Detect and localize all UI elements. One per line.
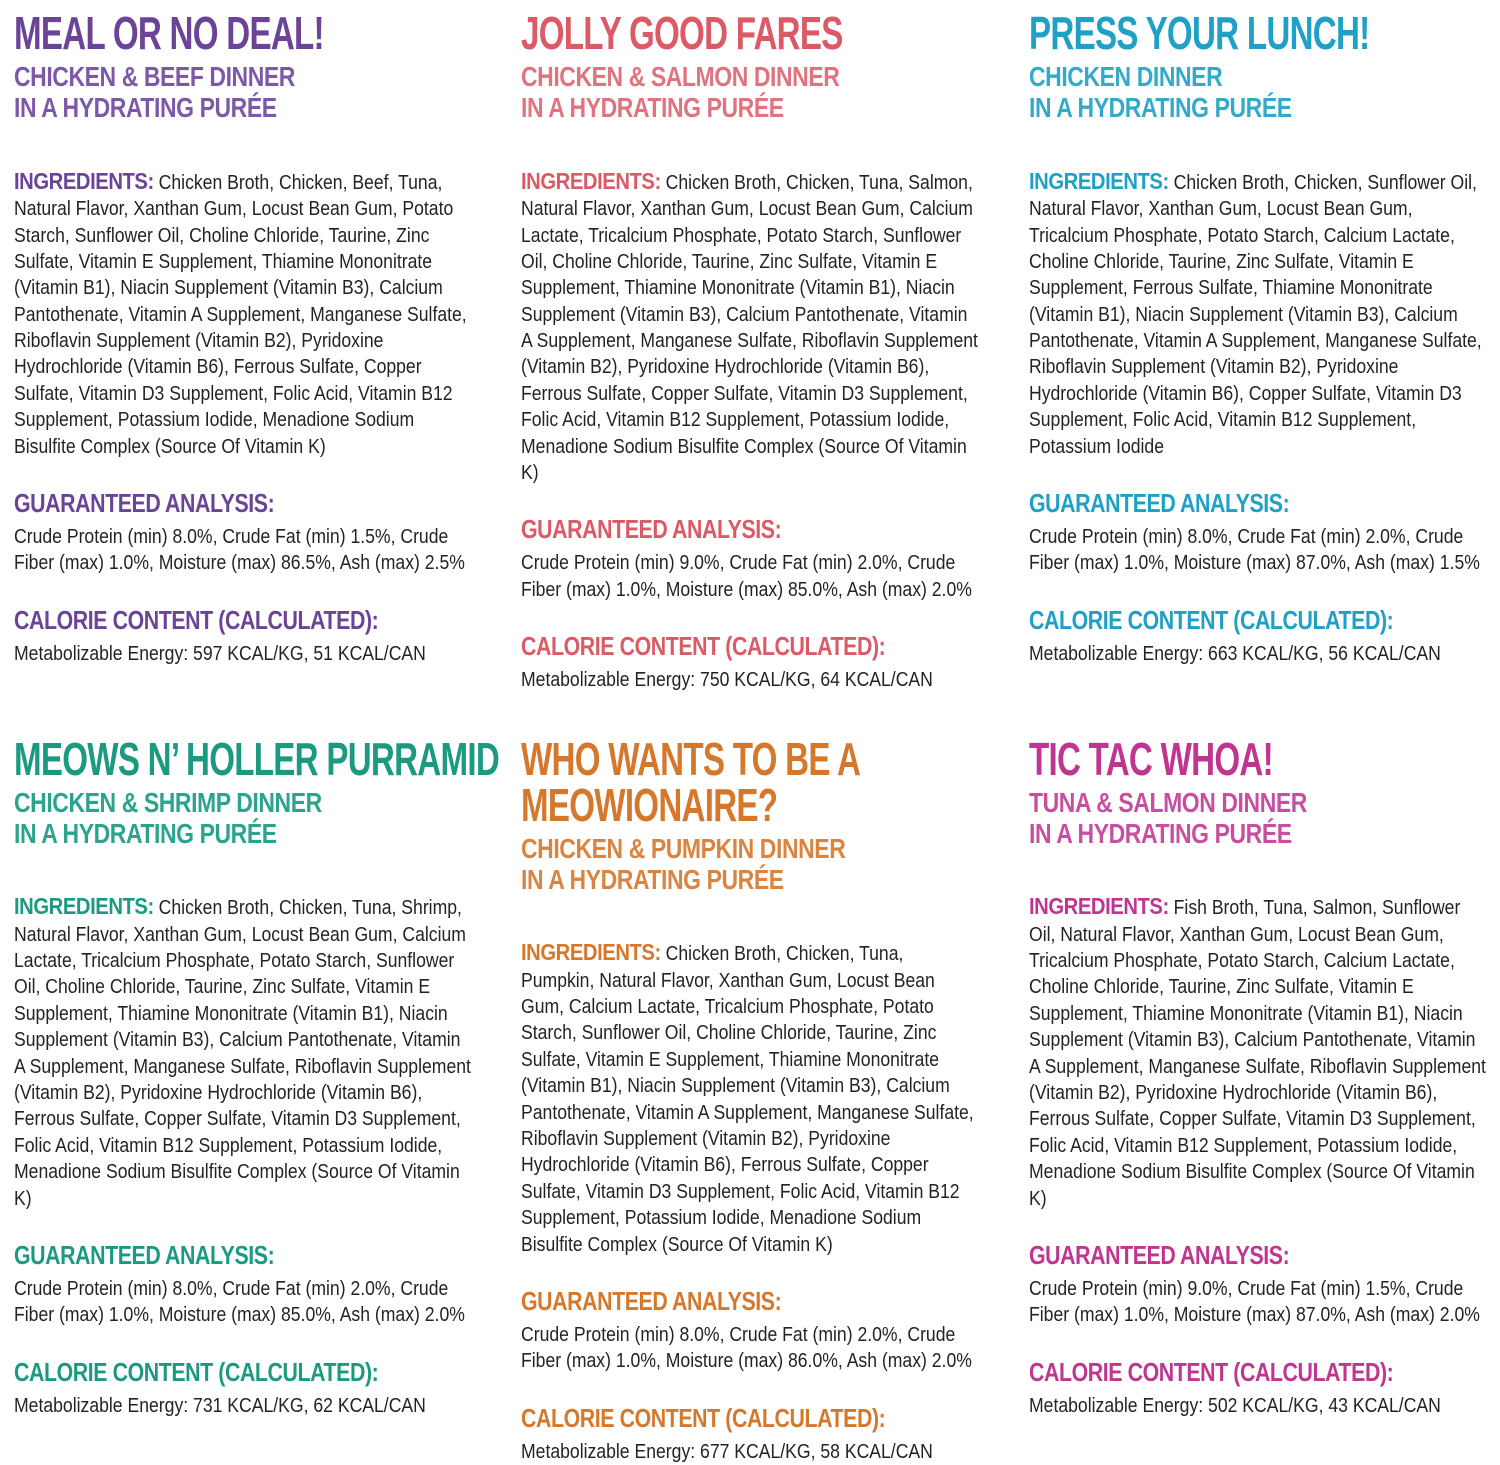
title-line: MEOWS N’ HOLLER PURRAMID	[14, 732, 500, 785]
guaranteed-analysis-section	[1029, 1240, 1486, 1329]
ingredients-text: Fish Broth, Tuna, Salmon, Sunflower Oil, Natural Flavor, Xanthan Gum, Locust Bean Gum, Tricalcium Phosphate, Potato Starch, Calcium Lactate, Choline Chloride, Taurine, Zinc Sulfate, Vitamin E Supplement, Thiamine Mononitrate (Vitamin B1), Niacin Supplement (Vitamin B3), Calcium Pantothenate, Vitamin A Supplement, Manganese Sulfate, Riboflavin Supplement (Vitamin B2), Pyridoxine Hydrochloride (Vitamin B6), Ferrous Sulfate, Copper Sulfate, Vitamin D3 Supplement, Folic Acid, Vitamin B12 Supplement, Potassium Iodide, Menadione Sodium Bisulfite Complex (Source Of Vitamin K)	[1028, 897, 1486, 1210]
title-line: WHO WANTS TO BE A	[521, 732, 861, 785]
product-subtitle	[14, 787, 389, 850]
guaranteed-analysis-section	[521, 514, 978, 603]
subtitle-line: IN A HYDRATING PURÉE	[521, 863, 784, 895]
guaranteed-analysis-text: Crude Protein (min) 8.0%, Crude Fat (min) 2.0%, Crude Fiber (max) 1.0%, Moisture (max) 87.0%, Ash (max) 1.5%	[1028, 526, 1480, 575]
product-subtitle	[521, 61, 896, 124]
product-panel-who-wants-to-be-a-meowionaire	[521, 732, 978, 1465]
ingredients-label: INGREDIENTS:	[14, 893, 154, 920]
guaranteed-analysis-section	[14, 488, 471, 577]
ingredients-label: INGREDIENTS:	[521, 167, 662, 194]
calorie-content-text: Metabolizable Energy: 502 KCAL/KG, 43 KCAL/CAN	[1028, 1394, 1441, 1417]
ingredients-text: Chicken Broth, Chicken, Tuna, Salmon, Natural Flavor, Xanthan Gum, Locust Bean Gum, Calcium Lactate, Tricalcium Phosphate, Potato Starch, Sunflower Oil, Choline Chloride, Taurine, Zinc Sulfate, Vitamin E Supplement, Thiamine Mononitrate (Vitamin B1), Niacin Supplement (Vitamin B3), Calcium Pantothenate, Vitamin A Supplement, Manganese Sulfate, Riboflavin Supplement (Vitamin B2), Pyridoxine Hydrochloride (Vitamin B6), Ferrous Sulfate, Copper Sulfate, Vitamin D3 Supplement, Folic Acid, Vitamin B12 Supplement, Potassium Iodide, Menadione Sodium Bisulfite Complex (Source Of Vitamin K)	[521, 171, 979, 485]
calorie-content-section	[1029, 605, 1486, 667]
subtitle-line: IN A HYDRATING PURÉE	[14, 817, 277, 849]
calorie-content-text: Metabolizable Energy: 750 KCAL/KG, 64 KCAL/CAN	[521, 669, 934, 692]
calorie-content-heading: CALORIE CONTENT (CALCULATED):	[14, 1356, 379, 1387]
calorie-content-section	[14, 605, 471, 667]
product-title	[521, 732, 861, 831]
product-title	[14, 7, 343, 59]
calorie-content-heading: CALORIE CONTENT (CALCULATED):	[521, 1402, 886, 1433]
subtitle-line: IN A HYDRATING PURÉE	[1028, 92, 1292, 124]
product-panel-press-your-lunch	[1028, 7, 1486, 694]
ingredients-text: Chicken Broth, Chicken, Tuna, Shrimp, Natural Flavor, Xanthan Gum, Locust Bean Gum, Calcium Lactate, Tricalcium Phosphate, Potato Starch, Sunflower Oil, Choline Chloride, Taurine, Zinc Sulfate, Vitamin E Supplement, Thiamine Mononitrate (Vitamin B1), Niacin Supplement (Vitamin B3), Calcium Pantothenate, Vitamin A Supplement, Manganese Sulfate, Riboflavin Supplement (Vitamin B2), Pyridoxine Hydrochloride (Vitamin B6), Ferrous Sulfate, Copper Sulfate, Vitamin D3 Supplement, Folic Acid, Vitamin B12 Supplement, Potassium Iodide, Menadione Sodium Bisulfite Complex (Source Of Vitamin K)	[14, 897, 471, 1210]
product-panel-meows-n-holler-purramid	[14, 732, 500, 1465]
guaranteed-analysis-heading: GUARANTEED ANALYSIS:	[521, 1285, 782, 1316]
subtitle-line: IN A HYDRATING PURÉE	[14, 92, 277, 124]
product-subtitle	[14, 61, 389, 124]
ingredients-text: Chicken Broth, Chicken, Beef, Tuna, Natural Flavor, Xanthan Gum, Locust Bean Gum, Potato Starch, Sunflower Oil, Choline Chloride, Taurine, Zinc Sulfate, Vitamin E Supplement, Thiamine Mononitrate (Vitamin B1), Niacin Supplement (Vitamin B3), Calcium Pantothenate, Vitamin A Supplement, Manganese Sulfate, Riboflavin Supplement (Vitamin B2), Pyridoxine Hydrochloride (Vitamin B6), Ferrous Sulfate, Copper Sulfate, Vitamin D3 Supplement, Folic Acid, Vitamin B12 Supplement, Potassium Iodide, Menadione Sodium Bisulfite Complex (Source Of Vitamin K)	[14, 171, 467, 458]
ingredients-paragraph	[521, 937, 978, 1258]
guaranteed-analysis-text: Crude Protein (min) 8.0%, Crude Fat (min) 1.5%, Crude Fiber (max) 1.0%, Moisture (max) 86.5%, Ash (max) 2.5%	[14, 526, 465, 575]
calorie-content-heading: CALORIE CONTENT (CALCULATED):	[14, 604, 379, 635]
calorie-content-heading: CALORIE CONTENT (CALCULATED):	[1028, 1356, 1393, 1387]
product-panel-meal-or-no-deal	[14, 7, 471, 694]
product-subtitle	[521, 833, 896, 896]
calorie-content-section	[521, 1403, 978, 1465]
subtitle-line: CHICKEN DINNER	[1028, 61, 1222, 92]
product-title	[1028, 7, 1370, 59]
guaranteed-analysis-section	[14, 1240, 471, 1329]
guaranteed-analysis-section	[1029, 488, 1486, 577]
product-title	[521, 7, 850, 59]
subtitle-line: CHICKEN & BEEF DINNER	[14, 61, 295, 92]
product-title	[1028, 732, 1358, 785]
calorie-content-text: Metabolizable Energy: 677 KCAL/KG, 58 KCAL/CAN	[521, 1440, 934, 1463]
subtitle-line: CHICKEN & SALMON DINNER	[521, 61, 840, 92]
guaranteed-analysis-heading: GUARANTEED ANALYSIS:	[1028, 1239, 1289, 1270]
ingredients-paragraph	[14, 166, 471, 460]
guaranteed-analysis-text: Crude Protein (min) 8.0%, Crude Fat (min) 2.0%, Crude Fiber (max) 1.0%, Moisture (max) 85.0%, Ash (max) 2.0%	[14, 1277, 465, 1327]
calorie-content-text: Metabolizable Energy: 597 KCAL/KG, 51 KCAL/CAN	[14, 642, 426, 665]
subtitle-line: TUNA & SALMON DINNER	[1028, 786, 1307, 818]
guaranteed-analysis-heading: GUARANTEED ANALYSIS:	[521, 514, 782, 545]
guaranteed-analysis-heading: GUARANTEED ANALYSIS:	[1028, 488, 1289, 519]
calorie-content-text: Metabolizable Energy: 731 KCAL/KG, 62 KCAL/CAN	[14, 1394, 426, 1417]
ingredients-paragraph	[521, 166, 978, 487]
guaranteed-analysis-section	[521, 1286, 978, 1375]
ingredients-label: INGREDIENTS:	[1028, 167, 1169, 194]
product-subtitle	[1029, 61, 1404, 124]
ingredients-paragraph	[1029, 166, 1486, 460]
title-line: PRESS YOUR LUNCH!	[1028, 7, 1370, 59]
subtitle-line: CHICKEN & PUMPKIN DINNER	[521, 832, 846, 864]
calorie-content-text: Metabolizable Energy: 663 KCAL/KG, 56 KCAL/CAN	[1028, 642, 1441, 665]
subtitle-line: IN A HYDRATING PURÉE	[1028, 817, 1292, 849]
ingredients-label: INGREDIENTS:	[1028, 893, 1169, 920]
product-panel-tic-tac-whoa	[1028, 732, 1486, 1465]
calorie-content-section	[1029, 1357, 1486, 1419]
calorie-content-heading: CALORIE CONTENT (CALCULATED):	[1028, 604, 1393, 635]
subtitle-line: IN A HYDRATING PURÉE	[521, 92, 784, 124]
ingredients-label: INGREDIENTS:	[521, 939, 662, 966]
calorie-content-section	[521, 631, 978, 693]
ingredients-text: Chicken Broth, Chicken, Tuna, Pumpkin, Natural Flavor, Xanthan Gum, Locust Bean Gum, Calcium Lactate, Tricalcium Phosphate, Potato Starch, Sunflower Oil, Choline Chloride, Taurine, Zinc Sulfate, Vitamin E Supplement, Thiamine Mononitrate (Vitamin B1), Niacin Supplement (Vitamin B3), Calcium Pantothenate, Vitamin A Supplement, Manganese Sulfate, Riboflavin Supplement (Vitamin B2), Pyridoxine Hydrochloride (Vitamin B6), Ferrous Sulfate, Copper Sulfate, Vitamin D3 Supplement, Folic Acid, Vitamin B12 Supplement, Potassium Iodide, Menadione Sodium Bisulfite Complex (Source Of Vitamin K)	[521, 943, 975, 1256]
product-subtitle	[1029, 787, 1404, 850]
title-line: TIC TAC WHOA!	[1028, 732, 1273, 785]
title-line: MEOWIONAIRE?	[521, 778, 778, 831]
guaranteed-analysis-text: Crude Protein (min) 8.0%, Crude Fat (min) 2.0%, Crude Fiber (max) 1.0%, Moisture (max) 86.0%, Ash (max) 2.0%	[521, 1323, 973, 1373]
calorie-content-section	[14, 1357, 471, 1419]
guaranteed-analysis-heading: GUARANTEED ANALYSIS:	[14, 488, 275, 519]
subtitle-line: CHICKEN & SHRIMP DINNER	[14, 786, 322, 818]
calorie-content-heading: CALORIE CONTENT (CALCULATED):	[521, 631, 886, 662]
ingredients-paragraph	[1029, 891, 1486, 1212]
guaranteed-analysis-text: Crude Protein (min) 9.0%, Crude Fat (min) 2.0%, Crude Fiber (max) 1.0%, Moisture (max) 85.0%, Ash (max) 2.0%	[521, 552, 973, 601]
guaranteed-analysis-heading: GUARANTEED ANALYSIS:	[14, 1239, 275, 1270]
product-title	[14, 732, 500, 785]
ingredients-paragraph	[14, 891, 471, 1212]
ingredients-text: Chicken Broth, Chicken, Sunflower Oil, Natural Flavor, Xanthan Gum, Locust Bean Gum, Tricalcium Phosphate, Potato Starch, Calcium Lactate, Choline Chloride, Taurine, Zinc Sulfate, Vitamin E Supplement, Ferrous Sulfate, Thiamine Mononitrate (Vitamin B1), Niacin Supplement (Vitamin B3), Calcium Pantothenate, Vitamin A Supplement, Manganese Sulfate, Riboflavin Supplement (Vitamin B2), Pyridoxine Hydrochloride (Vitamin B6), Copper Sulfate, Vitamin D3 Supplement, Folic Acid, Vitamin B12 Supplement, Potassium Iodide	[1028, 171, 1482, 458]
guaranteed-analysis-text: Crude Protein (min) 9.0%, Crude Fat (min) 1.5%, Crude Fiber (max) 1.0%, Moisture (max) 87.0%, Ash (max) 2.0%	[1028, 1277, 1480, 1327]
ingredients-label: INGREDIENTS:	[14, 167, 154, 194]
title-line: MEAL OR NO DEAL!	[14, 7, 324, 59]
product-panel-jolly-good-fares	[521, 7, 979, 694]
title-line: JOLLY GOOD FARES	[521, 7, 843, 59]
